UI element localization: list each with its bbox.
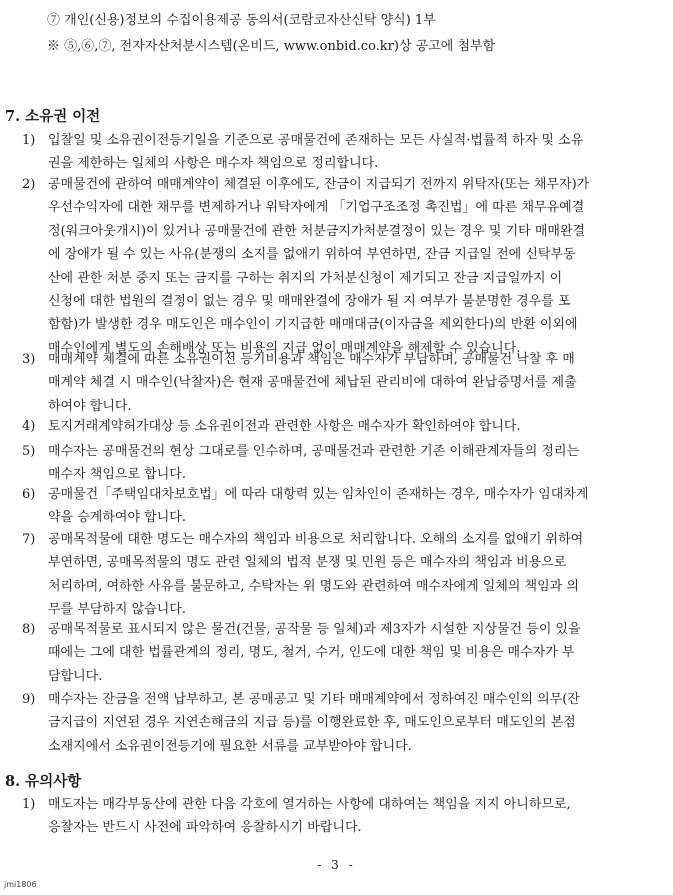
item-text-line: 처리하며, 여하한 사유를 불문하고, 수탁자는 위 명도와 관련하여 매수자에게 일체의 책임과 의 — [48, 578, 579, 594]
item-number: 1) — [22, 133, 36, 148]
item-number: 6) — [22, 487, 36, 502]
item-text-line: 토지거래계약허가대상 등 소유권이전과 관련한 사항은 매수자가 확인하여야 합니다. — [48, 419, 521, 434]
item-text-line: 권을 제한하는 일체의 사항은 매수자 책임으로 정리합니다. — [48, 156, 379, 172]
item-text-line: 금지급이 지연된 경우 지연손해금의 지급 등)를 이행완료한 후, 매도인으로부터 매도인의 본점 — [48, 715, 576, 731]
item-number: 8) — [22, 622, 36, 637]
item-text-line: 매수자 책임으로 합니다. — [48, 467, 186, 483]
item-text-line: 입찰일 및 소유권이전등기일을 기준으로 공매물건에 존재하는 모든 사실적·법률적 하자 및 소유 — [48, 133, 584, 148]
item-text-line: 신청에 대한 법원의 결정이 없는 경우 및 매매완결에 장애가 될 지 여부가 불분명한 경우를 포 — [48, 294, 571, 309]
item-text-line: 약을 승계하여야 합니다. — [48, 510, 186, 526]
item-number: 9) — [22, 692, 36, 707]
item-text-line: 공매목적물에 대한 명도는 매수자의 책임과 비용으로 처리합니다. 오해의 소지를 없애기 위하여 — [48, 532, 584, 547]
item-number: 1) — [22, 797, 36, 812]
item-text-line: 매도자는 매각부동산에 관한 다음 각호에 열거하는 사항에 대하여는 책임을 지지 아니하므로, — [48, 797, 571, 812]
item-number: 3) — [22, 352, 36, 367]
item-text-line: 매매계약 체결에 따른 소유권이전 등기비용과 책임은 매수자가 부담하며, 공매물건 낙찰 후 매 — [48, 352, 575, 367]
item-text-line: 매수자는 공매물건의 현상 그대로를 인수하며, 공매물건과 관련한 기존 이해관계자들의 정리는 — [48, 444, 580, 459]
item-text-line: 정(워크아웃개시)이 있거나 공매물건에 관한 처분금지가처분결정이 있는 경우 및 기타 매매완결 — [48, 223, 586, 239]
item-text-line: 하여야 합니다. — [48, 398, 132, 414]
item-text-line: 매계약 체결 시 매수인(낙찰자)은 현재 공매물건에 체납된 관리비에 대하여 완납증명서를 제출 — [48, 375, 577, 391]
section-7-title: 7. 소유권 이전 — [5, 108, 101, 125]
item-text-line: 공매물건에 관하여 매매계약이 체결된 이후에도, 잔금이 지급되기 전까지 위탁자(또는 채무자)가 — [48, 177, 590, 192]
attachment-item-7: ⑦ 개인(신용)정보의 수집이용제공 동의서(코람코자산신탁 양식) 1부 — [47, 13, 436, 28]
item-text-line: 공매목적물로 표시되지 않은 물건(건물, 공작물 등 일체)과 제3자가 시설한 지상물건 등이 있을 — [48, 622, 581, 637]
item-text-line: 산에 관한 처분 중지 또는 금지를 구하는 취지의 가처분신청이 제기되고 잔금 지급일까지 이 — [48, 270, 563, 286]
item-text-line: 에 장애가 될 수 있는 사유(분쟁의 소지를 없애기 위하여 부연하면, 잔금 지급일 전에 신탁부동 — [48, 247, 576, 263]
section-8-title: 8. 유의사항 — [5, 773, 82, 790]
item-text-line: 담합니다. — [48, 668, 103, 684]
item-text-line: 소재지에서 소유권이전등기에 필요한 서류를 교부받아야 합니다. — [48, 738, 412, 754]
attachment-note: ※ ⑤,⑥,⑦, 전자자산처분시스템(온비드, www.onbid.co.kr)상 공고에 첨부함 — [47, 39, 496, 54]
item-number: 2) — [22, 177, 36, 192]
item-number: 7) — [22, 532, 36, 547]
item-text-line: 매수인에게 별도의 손해배상 또는 비용의 지급 없이 매매계약을 해제할 수 있습니다. — [48, 340, 521, 356]
item-text-line: 우선수익자에 대한 채무를 변제하거나 위탁자에게 「기업구조조정 촉진법」에 따른 채무유예결 — [48, 200, 585, 216]
watermark-label: jmi1806 — [4, 880, 37, 889]
item-number: 5) — [22, 444, 36, 459]
page-number: - 3 - — [317, 858, 356, 872]
item-number: 4) — [22, 419, 36, 434]
item-text-line: 공매물건「주택임대차보호법」에 따라 대항력 있는 임차인이 존재하는 경우, 매수자가 임대차계 — [48, 487, 589, 502]
item-text-line: 매수자는 잔금을 전액 납부하고, 본 공매공고 및 기타 매매계약에서 정하여진 매수인의 의무(잔 — [48, 692, 580, 707]
item-text-line: 응찰자는 반드시 사전에 파악하여 응찰하시기 바랍니다. — [48, 820, 362, 836]
item-text-line: 무를 부담하지 않습니다. — [48, 602, 186, 618]
item-text-line: 함함)가 발생한 경우 매도인은 매수인이 기지급한 매매대금(이자금을 제외한다)의 반환 이외에 — [48, 317, 578, 333]
item-text-line: 부연하면, 공매목적물의 명도 관련 일체의 법적 분쟁 및 민원 등은 매수자의 책임과 비용으로 — [48, 555, 567, 571]
item-text-line: 때에는 그에 대한 법률관계의 정리, 명도, 철거, 수거, 인도에 대한 책임 및 비용은 매수자가 부 — [48, 645, 575, 661]
